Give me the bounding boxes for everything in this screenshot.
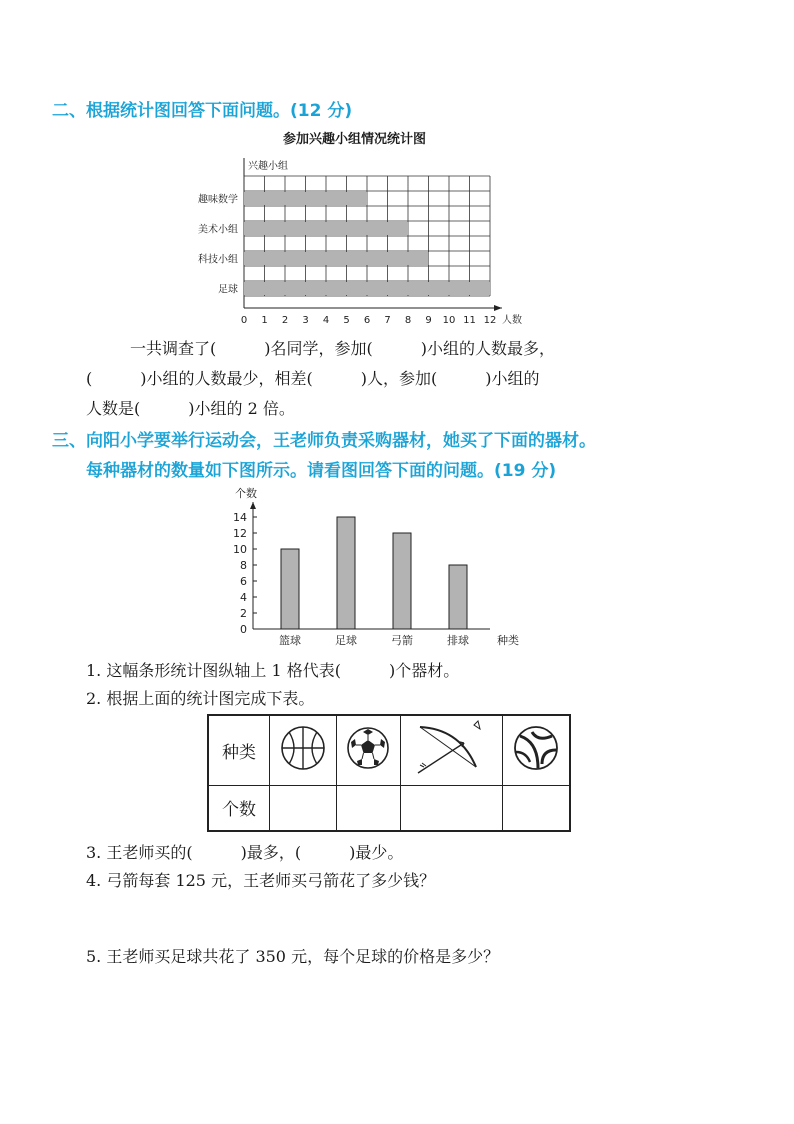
section-3-heading-line-1: 三、向阳小学要举行运动会，王老师负责采购器材，她买了下面的器材。	[52, 431, 596, 451]
chart-2-y-tick-label: 4	[240, 591, 247, 604]
chart-2-y-tick-label: 2	[240, 607, 247, 620]
section-2-line-2: ( )小组的人数最少，相差( )人，参加( )小组的	[86, 369, 540, 388]
volleyball-icon	[512, 724, 560, 772]
section-2-heading: 二、根据统计图回答下面问题。(12 分)	[52, 101, 353, 121]
chart-1-x-tick-label: 1	[261, 315, 268, 326]
soccer-ball-icon	[345, 725, 391, 771]
basketball-icon	[279, 724, 327, 772]
table-blank-soccer-count[interactable]	[336, 785, 400, 831]
chart-1-x-tick-label: 5	[343, 315, 350, 326]
chart-2-bar	[337, 517, 355, 629]
chart-2-x-axis-label: 种类	[497, 634, 519, 647]
chart-1-y-axis-label: 兴趣小组	[248, 161, 288, 172]
chart-1-category-label: 足球	[218, 284, 238, 296]
table-blank-volleyball-count[interactable]	[503, 785, 570, 831]
chart-1-x-tick-label: 7	[384, 315, 391, 326]
chart-1-bar	[244, 252, 429, 265]
chart-2-category-label: 排球	[447, 634, 469, 647]
chart-1-x-tick-label: 2	[281, 315, 289, 326]
chart-2-category-label: 篮球	[279, 634, 301, 647]
question-2: 2. 根据上面的统计图完成下表。	[86, 689, 315, 708]
chart-1-x-tick-label: 9	[425, 315, 432, 326]
question-5: 5. 王老师买足球共花了 350 元，每个足球的价格是多少？	[86, 947, 500, 966]
chart-1-x-tick-label: 0	[240, 315, 248, 326]
chart-1-category-label: 科技小组	[198, 254, 238, 266]
chart-1-x-tick-label: 6	[363, 315, 371, 326]
chart-2-category-label: 足球	[335, 634, 357, 647]
chart-1-bar	[244, 282, 490, 295]
table-cell-bow	[400, 715, 502, 785]
chart-1-title: 参加兴趣小组情况统计图	[283, 132, 427, 147]
section-2-line-1: 一共调查了( )名同学，参加( )小组的人数最多，	[130, 339, 555, 358]
chart-1-bar	[244, 222, 408, 235]
chart-2-category-label: 弓箭	[391, 634, 413, 647]
chart-2-y-axis-label: 个数	[235, 487, 257, 500]
chart-1-x-tick-label: 8	[404, 315, 412, 326]
equipment-count-table	[207, 714, 571, 832]
chart-1-x-tick-label: 11	[463, 315, 476, 326]
table-row-label-count: 个数	[208, 785, 270, 831]
table-row-label-type: 种类	[208, 715, 270, 785]
question-3: 3. 王老师买的( )最多，( )最少。	[86, 843, 404, 862]
section-3-heading-line-2: 每种器材的数量如下图所示。请看图回答下面的问题。(19 分)	[86, 461, 557, 481]
chart-1-x-axis-arrow	[494, 305, 502, 311]
chart-2-bar	[393, 533, 411, 629]
chart-2-bar	[281, 549, 299, 629]
chart-2-y-tick-label: 0	[240, 623, 247, 636]
chart-1-category-label: 趣味数学	[198, 194, 238, 206]
chart-2-bar	[449, 565, 467, 629]
chart-1-x-tick-label: 4	[322, 315, 330, 326]
chart-1-bar	[244, 192, 367, 205]
chart-2-y-tick-label: 10	[233, 543, 247, 556]
chart-2-y-tick-label: 8	[240, 559, 247, 572]
table-cell-basketball	[270, 715, 337, 785]
equipment-chart	[225, 482, 545, 652]
chart-1-x-tick-label: 10	[442, 315, 456, 326]
chart-1-x-axis-label: 人数	[502, 315, 522, 326]
table-blank-bow-count[interactable]	[400, 785, 502, 831]
table-blank-basketball-count[interactable]	[270, 785, 337, 831]
chart-1-category-label: 美术小组	[198, 224, 238, 236]
table-cell-volleyball	[503, 715, 570, 785]
chart-1-x-tick-label: 12	[483, 315, 497, 326]
chart-2-y-tick-label: 14	[233, 511, 247, 524]
chart-2-y-axis-arrow	[250, 502, 256, 509]
interest-group-chart	[180, 150, 540, 330]
chart-2-y-tick-label: 12	[233, 527, 247, 540]
chart-2-y-tick-label: 6	[240, 575, 247, 588]
question-1: 1. 这幅条形统计图纵轴上 1 格代表( )个器材。	[86, 661, 460, 680]
section-2-line-3: 人数是( )小组的 2 倍。	[86, 399, 295, 418]
bow-and-arrow-icon	[414, 717, 488, 779]
table-cell-soccer	[336, 715, 400, 785]
chart-1-x-tick-label: 3	[302, 315, 309, 326]
question-4: 4. 弓箭每套 125 元，王老师买弓箭花了多少钱？	[86, 871, 436, 890]
